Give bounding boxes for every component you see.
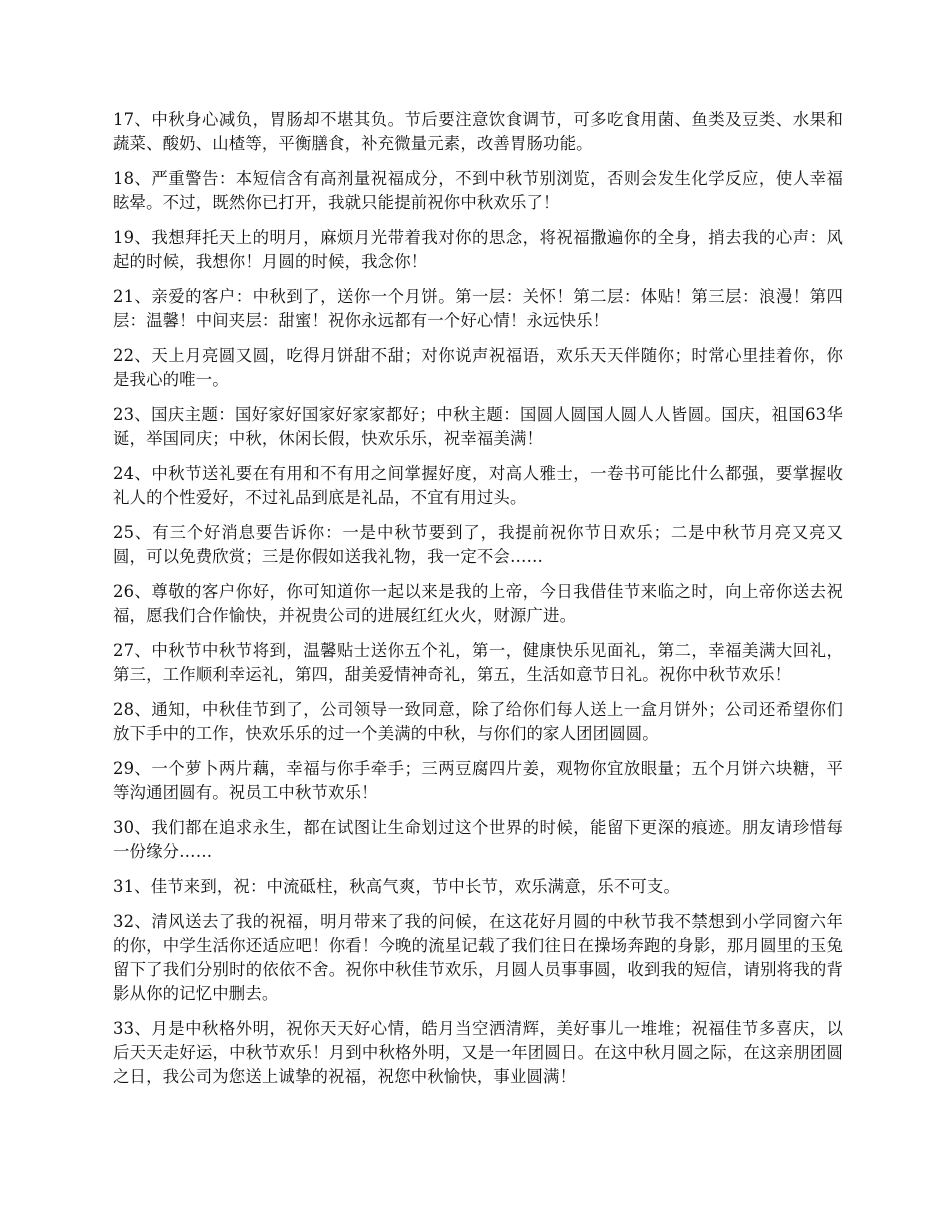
paragraph-29: 29、一个萝卜两片藕，幸福与你手牵手；三两豆腐四片姜，观物你宜放眼量；五个月饼六块糖，平等沟通团圆有。祝员工中秋节欢乐！ — [113, 759, 843, 802]
paragraph-31: 31、佳节来到，祝：中流砥柱，秋高气爽，节中长节，欢乐满意，乐不可支。 — [113, 877, 680, 896]
paragraph-28: 28、通知，中秋佳节到了，公司领导一致同意，除了给你们每人送上一盒月饼外；公司还希望你们放下手中的工作，快欢乐乐的过一个美满的中秋，与你们的家人团团圆圆。 — [113, 700, 843, 743]
paragraph-21: 21、亲爱的客户：中秋到了，送你一个月饼。第一层：关怀！第二层：体贴！第三层：浪漫！第四层：温馨！中间夹层：甜蜜！祝你永远都有一个好心情！永远快乐！ — [113, 287, 843, 330]
paragraph-18: 18、严重警告：本短信含有高剂量祝福成分，不到中秋节别浏览，否则会发生化学反应，使人幸福眩晕。不过，既然你已打开，我就只能提前祝你中秋欢乐了！ — [113, 169, 843, 212]
paragraph-22: 22、天上月亮圆又圆，吃得月饼甜不甜；对你说声祝福语，欢乐天天伴随你；时常心里挂着你，你是我心的唯一。 — [113, 346, 843, 389]
paragraph-24: 24、中秋节送礼要在有用和不有用之间掌握好度，对高人雅士，一卷书可能比什么都强，要掌握收礼人的个性爱好，不过礼品到底是礼品，不宜有用过头。 — [113, 464, 843, 507]
paragraph-33: 33、月是中秋格外明，祝你天天好心情，皓月当空洒清辉，美好事儿一堆堆；祝福佳节多喜庆，以后天天走好运，中秋节欢乐！月到中秋格外明，又是一年团圆日。在这中秋月圆之际，在这亲朋团圆之日，我公司为您送上诚挚的祝福，祝您中秋愉快，事业圆满！ — [113, 1019, 843, 1086]
paragraph-30: 30、我们都在追求永生，都在试图让生命划过这个世界的时候，能留下更深的痕迹。朋友请珍惜每一份缘分…… — [113, 818, 843, 861]
paragraph-26: 26、尊敬的客户你好，你可知道你一起以来是我的上帝，今日我借佳节来临之时，向上帝你送去祝福，愿我们合作愉快，并祝贵公司的进展红红火火，财源广进。 — [113, 582, 843, 625]
paragraph-23: 23、国庆主题：国好家好国家好家家都好；中秋主题：国圆人圆国人圆人人皆圆。国庆，祖国63华诞，举国同庆；中秋，休闲长假，快欢乐乐，祝幸福美满！ — [113, 405, 843, 448]
paragraph-32: 32、清风送去了我的祝福，明月带来了我的问候，在这花好月圆的中秋节我不禁想到小学同窗六年的你，中学生活你还适应吧！你看！今晚的流星记载了我们往日在操场奔跑的身影，那月圆里的玉兔留下了我们分别时的依依不舍。祝你中秋佳节欢乐，月圆人员事事圆，收到我的短信，请别将我的背影从你的记忆中删去。 — [113, 912, 843, 1003]
paragraph-25: 25、有三个好消息要告诉你：一是中秋节要到了，我提前祝你节日欢乐；二是中秋节月亮又亮又圆，可以免费欣赏；三是你假如送我礼物，我一定不会…… — [113, 523, 843, 566]
paragraph-27: 27、中秋节中秋节将到，温馨贴士送你五个礼，第一，健康快乐见面礼，第二，幸福美满大回礼，第三，工作顺利幸运礼，第四，甜美爱情神奇礼，第五，生活如意节日礼。祝你中秋节欢乐！ — [113, 641, 843, 684]
paragraph-19: 19、我想拜托天上的明月，麻烦月光带着我对你的思念，将祝福撒遍你的全身，捎去我的心声：风起的时候，我想你！月圆的时候，我念你！ — [113, 228, 843, 271]
paragraph-17: 17、中秋身心减负，胃肠却不堪其负。节后要注意饮食调节，可多吃食用菌、鱼类及豆类、水果和蔬菜、酸奶、山楂等，平衡膳食，补充微量元素，改善胃肠功能。 — [113, 110, 843, 153]
document-body — [113, 108, 843, 1100]
